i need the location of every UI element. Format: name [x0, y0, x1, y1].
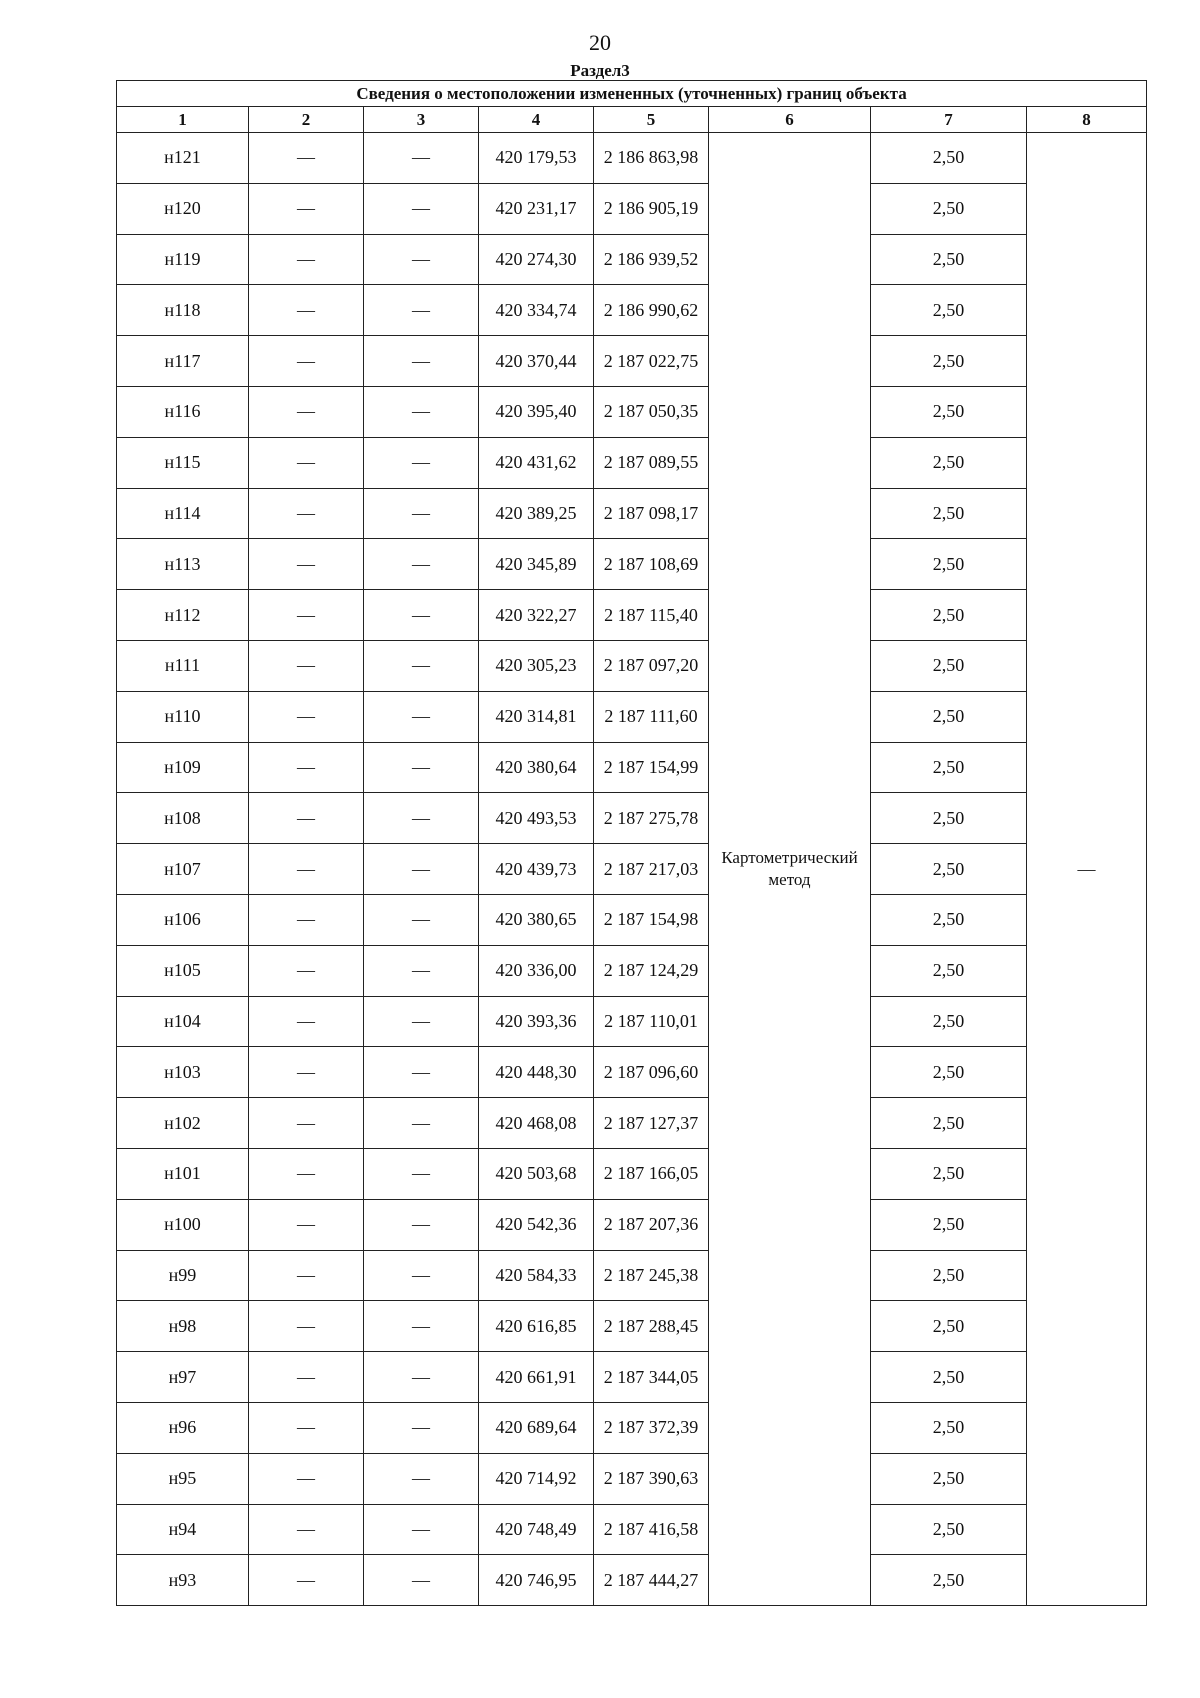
x-coordinate-cell: 420 616,85	[479, 1301, 594, 1352]
table-row	[117, 488, 1147, 539]
table-row	[117, 996, 1147, 1047]
table-row	[117, 590, 1147, 641]
table-row	[117, 234, 1147, 285]
col3-cell: —	[364, 1352, 479, 1403]
column-number-4: 4	[479, 107, 594, 133]
x-coordinate-cell: 420 746,95	[479, 1555, 594, 1606]
point-name-cell: н100	[117, 1199, 249, 1250]
x-coordinate-cell: 420 689,64	[479, 1402, 594, 1453]
x-coordinate-cell: 420 274,30	[479, 234, 594, 285]
point-name-cell: н93	[117, 1555, 249, 1606]
y-coordinate-cell: 2 187 166,05	[594, 1148, 709, 1199]
table-row	[117, 742, 1147, 793]
accuracy-cell: 2,50	[871, 1098, 1027, 1149]
point-name-cell: н97	[117, 1352, 249, 1403]
col2-cell: —	[249, 285, 364, 336]
y-coordinate-cell: 2 187 217,03	[594, 844, 709, 895]
accuracy-cell: 2,50	[871, 1402, 1027, 1453]
point-name-cell: н111	[117, 640, 249, 691]
accuracy-cell: 2,50	[871, 742, 1027, 793]
column-number-row	[117, 107, 1147, 133]
x-coordinate-cell: 420 503,68	[479, 1148, 594, 1199]
x-coordinate-cell: 420 305,23	[479, 640, 594, 691]
col2-cell: —	[249, 386, 364, 437]
x-coordinate-cell: 420 322,27	[479, 590, 594, 641]
table-row	[117, 285, 1147, 336]
x-coordinate-cell: 420 584,33	[479, 1250, 594, 1301]
col2-cell: —	[249, 437, 364, 488]
x-coordinate-cell: 420 380,64	[479, 742, 594, 793]
point-name-cell: н102	[117, 1098, 249, 1149]
accuracy-cell: 2,50	[871, 1047, 1027, 1098]
table-row	[117, 640, 1147, 691]
table-row	[117, 894, 1147, 945]
col2-cell: —	[249, 742, 364, 793]
accuracy-cell: 2,50	[871, 945, 1027, 996]
point-name-cell: н110	[117, 691, 249, 742]
accuracy-cell: 2,50	[871, 844, 1027, 895]
y-coordinate-cell: 2 186 905,19	[594, 183, 709, 234]
method-cell: Картометрический метод	[709, 133, 871, 1606]
x-coordinate-cell: 420 661,91	[479, 1352, 594, 1403]
accuracy-cell: 2,50	[871, 1199, 1027, 1250]
point-name-cell: н104	[117, 996, 249, 1047]
table-row	[117, 386, 1147, 437]
point-name-cell: н109	[117, 742, 249, 793]
table-row	[117, 691, 1147, 742]
col3-cell: —	[364, 1453, 479, 1504]
x-coordinate-cell: 420 231,17	[479, 183, 594, 234]
boundary-coordinates-table	[116, 80, 1147, 1606]
table-row	[117, 437, 1147, 488]
x-coordinate-cell: 420 334,74	[479, 285, 594, 336]
accuracy-cell: 2,50	[871, 386, 1027, 437]
accuracy-cell: 2,50	[871, 336, 1027, 387]
y-coordinate-cell: 2 187 154,98	[594, 894, 709, 945]
y-coordinate-cell: 2 187 050,35	[594, 386, 709, 437]
table-row	[117, 539, 1147, 590]
accuracy-cell: 2,50	[871, 590, 1027, 641]
y-coordinate-cell: 2 187 344,05	[594, 1352, 709, 1403]
accuracy-cell: 2,50	[871, 437, 1027, 488]
y-coordinate-cell: 2 187 127,37	[594, 1098, 709, 1149]
table-row	[117, 1402, 1147, 1453]
column-number-5: 5	[594, 107, 709, 133]
col3-cell: —	[364, 539, 479, 590]
point-name-cell: н105	[117, 945, 249, 996]
point-name-cell: н114	[117, 488, 249, 539]
col3-cell: —	[364, 488, 479, 539]
column8-cell: —	[1027, 133, 1147, 1606]
col3-cell: —	[364, 996, 479, 1047]
col2-cell: —	[249, 1148, 364, 1199]
accuracy-cell: 2,50	[871, 1555, 1027, 1606]
x-coordinate-cell: 420 493,53	[479, 793, 594, 844]
col3-cell: —	[364, 691, 479, 742]
column-number-1: 1	[117, 107, 249, 133]
col2-cell: —	[249, 1402, 364, 1453]
point-name-cell: н118	[117, 285, 249, 336]
col2-cell: —	[249, 183, 364, 234]
col2-cell: —	[249, 1555, 364, 1606]
col3-cell: —	[364, 844, 479, 895]
accuracy-cell: 2,50	[871, 1453, 1027, 1504]
col2-cell: —	[249, 844, 364, 895]
col3-cell: —	[364, 1301, 479, 1352]
column-number-8: 8	[1027, 107, 1147, 133]
table-row	[117, 1148, 1147, 1199]
col3-cell: —	[364, 183, 479, 234]
point-name-cell: н95	[117, 1453, 249, 1504]
col3-cell: —	[364, 945, 479, 996]
point-name-cell: н121	[117, 133, 249, 184]
point-name-cell: н106	[117, 894, 249, 945]
y-coordinate-cell: 2 187 089,55	[594, 437, 709, 488]
col3-cell: —	[364, 386, 479, 437]
x-coordinate-cell: 420 748,49	[479, 1504, 594, 1555]
y-coordinate-cell: 2 187 111,60	[594, 691, 709, 742]
accuracy-cell: 2,50	[871, 691, 1027, 742]
col3-cell: —	[364, 742, 479, 793]
table-body	[117, 133, 1147, 1606]
y-coordinate-cell: 2 187 098,17	[594, 488, 709, 539]
x-coordinate-cell: 420 393,36	[479, 996, 594, 1047]
y-coordinate-cell: 2 187 097,20	[594, 640, 709, 691]
accuracy-cell: 2,50	[871, 1250, 1027, 1301]
y-coordinate-cell: 2 187 372,39	[594, 1402, 709, 1453]
col3-cell: —	[364, 1199, 479, 1250]
y-coordinate-cell: 2 187 275,78	[594, 793, 709, 844]
point-name-cell: н98	[117, 1301, 249, 1352]
col2-cell: —	[249, 1301, 364, 1352]
accuracy-cell: 2,50	[871, 894, 1027, 945]
table-row	[117, 1555, 1147, 1606]
col2-cell: —	[249, 996, 364, 1047]
accuracy-cell: 2,50	[871, 1301, 1027, 1352]
accuracy-cell: 2,50	[871, 996, 1027, 1047]
table-row	[117, 1047, 1147, 1098]
x-coordinate-cell: 420 468,08	[479, 1098, 594, 1149]
point-name-cell: н101	[117, 1148, 249, 1199]
x-coordinate-cell: 420 380,65	[479, 894, 594, 945]
y-coordinate-cell: 2 187 416,58	[594, 1504, 709, 1555]
point-name-cell: н94	[117, 1504, 249, 1555]
point-name-cell: н119	[117, 234, 249, 285]
table-row	[117, 1301, 1147, 1352]
col3-cell: —	[364, 1402, 479, 1453]
col2-cell: —	[249, 1504, 364, 1555]
col2-cell: —	[249, 488, 364, 539]
column-number-2: 2	[249, 107, 364, 133]
x-coordinate-cell: 420 714,92	[479, 1453, 594, 1504]
y-coordinate-cell: 2 187 108,69	[594, 539, 709, 590]
y-coordinate-cell: 2 187 022,75	[594, 336, 709, 387]
table-row	[117, 183, 1147, 234]
col3-cell: —	[364, 1047, 479, 1098]
col3-cell: —	[364, 1555, 479, 1606]
table-row	[117, 945, 1147, 996]
accuracy-cell: 2,50	[871, 133, 1027, 184]
y-coordinate-cell: 2 187 110,01	[594, 996, 709, 1047]
point-name-cell: н112	[117, 590, 249, 641]
x-coordinate-cell: 420 389,25	[479, 488, 594, 539]
y-coordinate-cell: 2 187 390,63	[594, 1453, 709, 1504]
table-row	[117, 1504, 1147, 1555]
col3-cell: —	[364, 1250, 479, 1301]
table-row	[117, 793, 1147, 844]
col2-cell: —	[249, 894, 364, 945]
y-coordinate-cell: 2 187 115,40	[594, 590, 709, 641]
accuracy-cell: 2,50	[871, 488, 1027, 539]
table-row	[117, 1098, 1147, 1149]
point-name-cell: н113	[117, 539, 249, 590]
col3-cell: —	[364, 590, 479, 641]
y-coordinate-cell: 2 187 444,27	[594, 1555, 709, 1606]
y-coordinate-cell: 2 187 288,45	[594, 1301, 709, 1352]
col3-cell: —	[364, 1148, 479, 1199]
y-coordinate-cell: 2 186 863,98	[594, 133, 709, 184]
section-title: Раздел3	[570, 61, 630, 80]
col2-cell: —	[249, 1453, 364, 1504]
accuracy-cell: 2,50	[871, 1352, 1027, 1403]
point-name-cell: н107	[117, 844, 249, 895]
y-coordinate-cell: 2 187 124,29	[594, 945, 709, 996]
accuracy-cell: 2,50	[871, 183, 1027, 234]
x-coordinate-cell: 420 439,73	[479, 844, 594, 895]
point-name-cell: н103	[117, 1047, 249, 1098]
table-row	[117, 1352, 1147, 1403]
accuracy-cell: 2,50	[871, 1148, 1027, 1199]
col2-cell: —	[249, 1352, 364, 1403]
x-coordinate-cell: 420 542,36	[479, 1199, 594, 1250]
col2-cell: —	[249, 793, 364, 844]
col3-cell: —	[364, 336, 479, 387]
col2-cell: —	[249, 1250, 364, 1301]
accuracy-cell: 2,50	[871, 793, 1027, 844]
x-coordinate-cell: 420 395,40	[479, 386, 594, 437]
table-row	[117, 1199, 1147, 1250]
col2-cell: —	[249, 539, 364, 590]
col2-cell: —	[249, 640, 364, 691]
point-name-cell: н96	[117, 1402, 249, 1453]
column-number-7: 7	[871, 107, 1027, 133]
y-coordinate-cell: 2 187 096,60	[594, 1047, 709, 1098]
table-row	[117, 1250, 1147, 1301]
accuracy-cell: 2,50	[871, 539, 1027, 590]
col2-cell: —	[249, 945, 364, 996]
x-coordinate-cell: 420 448,30	[479, 1047, 594, 1098]
col2-cell: —	[249, 1199, 364, 1250]
col2-cell: —	[249, 336, 364, 387]
x-coordinate-cell: 420 370,44	[479, 336, 594, 387]
col2-cell: —	[249, 133, 364, 184]
column-number-3: 3	[364, 107, 479, 133]
col3-cell: —	[364, 1098, 479, 1149]
x-coordinate-cell: 420 336,00	[479, 945, 594, 996]
table-row	[117, 336, 1147, 387]
table-row	[117, 1453, 1147, 1504]
page-number: 20	[589, 30, 611, 55]
col2-cell: —	[249, 691, 364, 742]
col3-cell: —	[364, 640, 479, 691]
col3-cell: —	[364, 1504, 479, 1555]
col3-cell: —	[364, 793, 479, 844]
col2-cell: —	[249, 1098, 364, 1149]
accuracy-cell: 2,50	[871, 285, 1027, 336]
point-name-cell: н115	[117, 437, 249, 488]
point-name-cell: н117	[117, 336, 249, 387]
y-coordinate-cell: 2 187 245,38	[594, 1250, 709, 1301]
col2-cell: —	[249, 590, 364, 641]
point-name-cell: н120	[117, 183, 249, 234]
column-number-6: 6	[709, 107, 871, 133]
col2-cell: —	[249, 234, 364, 285]
col3-cell: —	[364, 285, 479, 336]
point-name-cell: н99	[117, 1250, 249, 1301]
col3-cell: —	[364, 894, 479, 945]
accuracy-cell: 2,50	[871, 234, 1027, 285]
col3-cell: —	[364, 234, 479, 285]
x-coordinate-cell: 420 345,89	[479, 539, 594, 590]
x-coordinate-cell: 420 314,81	[479, 691, 594, 742]
accuracy-cell: 2,50	[871, 1504, 1027, 1555]
col3-cell: —	[364, 437, 479, 488]
point-name-cell: н116	[117, 386, 249, 437]
y-coordinate-cell: 2 187 207,36	[594, 1199, 709, 1250]
x-coordinate-cell: 420 179,53	[479, 133, 594, 184]
y-coordinate-cell: 2 187 154,99	[594, 742, 709, 793]
y-coordinate-cell: 2 186 939,52	[594, 234, 709, 285]
x-coordinate-cell: 420 431,62	[479, 437, 594, 488]
table-row	[117, 844, 1147, 895]
table-caption: Сведения о местоположении измененных (уточненных) границ объекта	[117, 81, 1147, 107]
col2-cell: —	[249, 1047, 364, 1098]
point-name-cell: н108	[117, 793, 249, 844]
accuracy-cell: 2,50	[871, 640, 1027, 691]
table-row	[117, 133, 1147, 184]
col3-cell: —	[364, 133, 479, 184]
y-coordinate-cell: 2 186 990,62	[594, 285, 709, 336]
